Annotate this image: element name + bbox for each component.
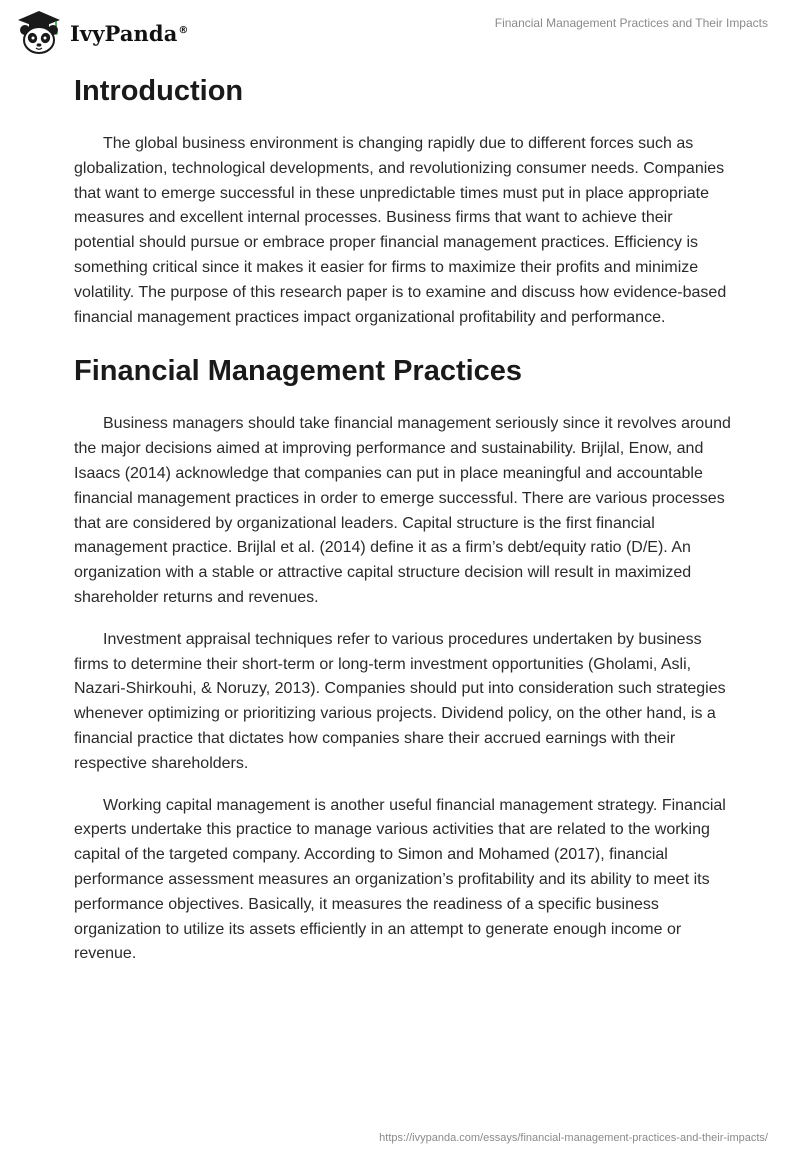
running-title: Financial Management Practices and Their Impacts: [494, 16, 768, 30]
brand-name: IvyPanda®: [70, 20, 189, 46]
source-url[interactable]: https://ivypanda.com/essays/financial-management-practices-and-their-impacts/: [379, 1132, 768, 1144]
panda-graduate-icon: [14, 8, 64, 58]
brand-logo[interactable]: [14, 8, 189, 58]
essay-content: [74, 68, 734, 984]
paragraph: Investment appraisal techniques refer to various procedures undertaken by business firms to determine their short-term or long-term investment opportunities (Gholami, Asli, Nazari-Shirkouhi, & Noruzy, 2013). Companies should put into consideration such strategies whenever optimizing or prioritizing various projects. Dividend policy, on the other hand, is a financial practice that dictates how companies share their accrued earnings with their respective shareholders.: [74, 630, 726, 772]
brand-registered-mark: ®: [178, 24, 189, 36]
section-heading-introduction: Introduction: [74, 75, 244, 107]
paragraph: Working capital management is another useful financial management strategy. Financial experts undertake this practice to manage various activities that are related to the working capital of the targeted company. According to Simon and Mohamed (2017), financial performance assessment measures an organization’s profitability and its ability to meet its performance objectives. Basically, it measures the readiness of a specific business organization to utilize its assets efficiently in an attempt to generate enough income or revenue.: [74, 796, 726, 963]
paragraph: The global business environment is changing rapidly due to different forces such as globalization, technological developments, and revolutionizing consumer needs. Companies that want to emerge successful in these unpredictable times must put in place appropriate measures and excellent internal processes. Business firms that want to achieve their potential should pursue or embrace proper financial management practices. Efficiency is something critical since it makes it easier for firms to maximize their profits and minimize volatility. The purpose of this research paper is to examine and discuss how evidence-based financial management practices impact organizational profitability and performance.: [74, 135, 727, 326]
paragraph: Business managers should take financial management seriously since it revolves around the major decisions aimed at improving performance and sustainability. Brijlal, Enow, and Isaacs (2014) acknowledge that companies can put in place meaningful and accountable financial management practices in order to emerge successful. There are various processes that are considered by organizational leaders. Capital structure is the first financial management practice. Brijlal et al. (2014) define it as a firm’s debt/equity ratio (D/E). An organization with a stable or attractive capital structure decision will result in maximized shareholder returns and revenues.: [74, 415, 731, 606]
section-heading-financial-management-practices: Financial Management Practices: [74, 355, 523, 388]
